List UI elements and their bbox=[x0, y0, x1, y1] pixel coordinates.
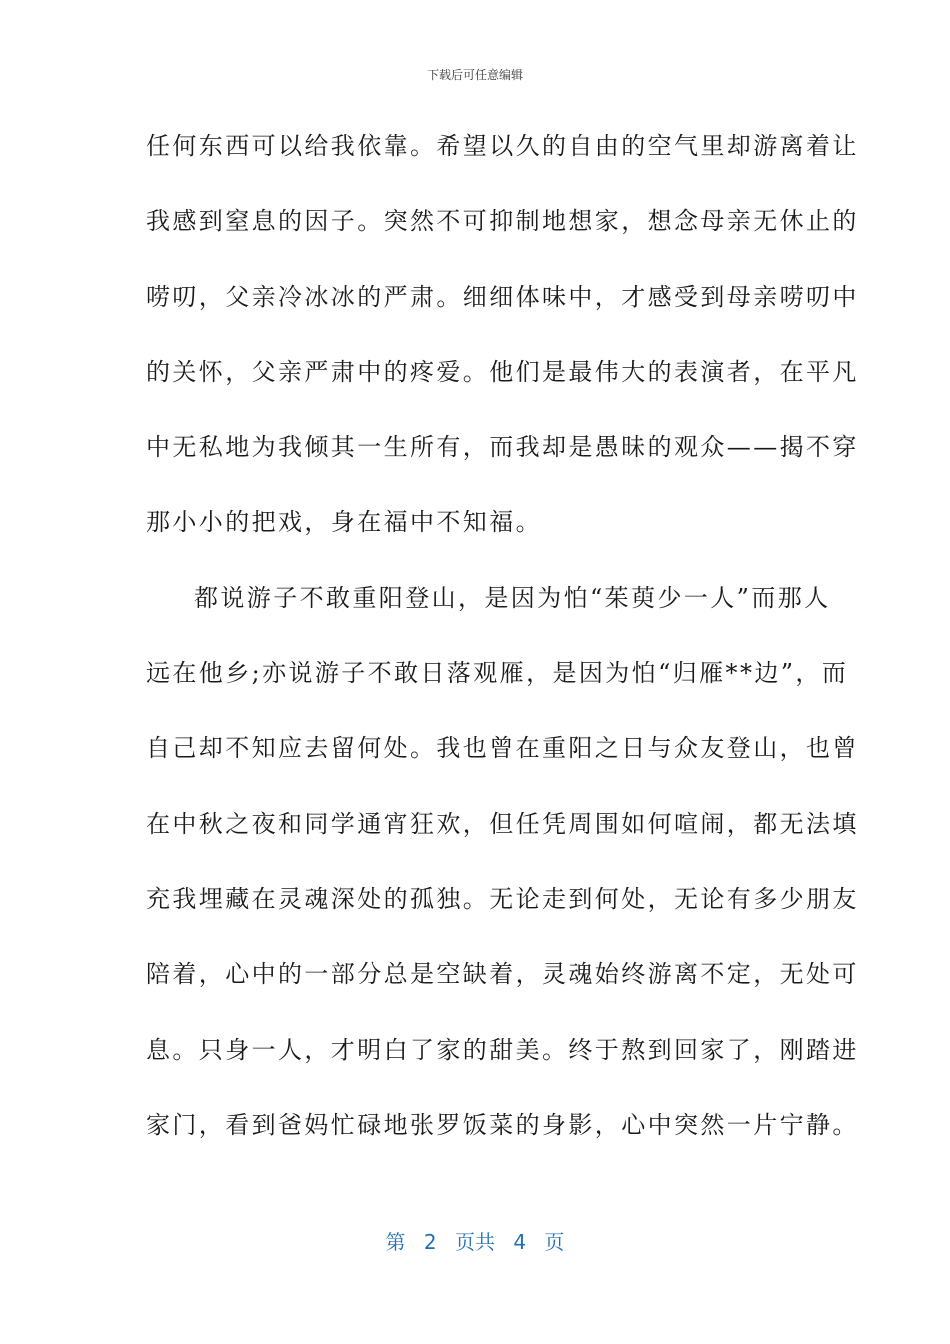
page-header-note: 下载后可任意编辑 bbox=[426, 68, 523, 82]
text-line: 息。只身一人，才明白了家的甜美。终于熬到回家了，刚踏进 bbox=[146, 1035, 859, 1064]
text-line: 在中秋之夜和同学通宵狂欢，但任凭周围如何喧闹，都无法填 bbox=[146, 809, 859, 838]
page-number-footer: 第 2 页共 4 页 bbox=[385, 1230, 565, 1254]
paragraph-2 bbox=[146, 569, 859, 1171]
text-line: 充我埋藏在灵魂深处的孤独。无论走到何处，无论有多少朋友 bbox=[146, 884, 859, 913]
paragraph-1 bbox=[146, 117, 859, 569]
text-line: 都说游子不敢重阳登山，是因为怕“茱萸少一人”而那人 bbox=[194, 583, 831, 612]
text-line: 中无私地为我倾其一生所有，而我却是愚昧的观众——揭不穿 bbox=[146, 433, 859, 462]
text-line: 远在他乡;亦说游子不敢日落观雁，是因为怕“归雁**边”，而 bbox=[146, 659, 849, 688]
text-line: 那小小的把戏，身在福中不知福。 bbox=[146, 508, 542, 537]
text-line: 家门，看到爸妈忙碌地张罗饭菜的身影，心中突然一片宁静。 bbox=[146, 1110, 859, 1139]
text-line: 我感到窒息的因子。突然不可抑制地想家，想念母亲无休止的 bbox=[146, 207, 859, 236]
text-line: 的关怀，父亲严肃中的疼爱。他们是最伟大的表演者，在平凡 bbox=[146, 357, 859, 386]
document-body bbox=[146, 117, 859, 1171]
text-line: 陪着，心中的一部分总是空缺着，灵魂始终游离不定，无处可 bbox=[146, 960, 859, 989]
text-line: 任何东西可以给我依靠。希望以久的自由的空气里却游离着让 bbox=[146, 132, 859, 160]
text-line: 唠叨，父亲冷冰冰的严肃。细细体味中，才感受到母亲唠叨中 bbox=[146, 282, 859, 311]
text-line: 自己却不知应去留何处。我也曾在重阳之日与众友登山，也曾 bbox=[146, 734, 859, 763]
